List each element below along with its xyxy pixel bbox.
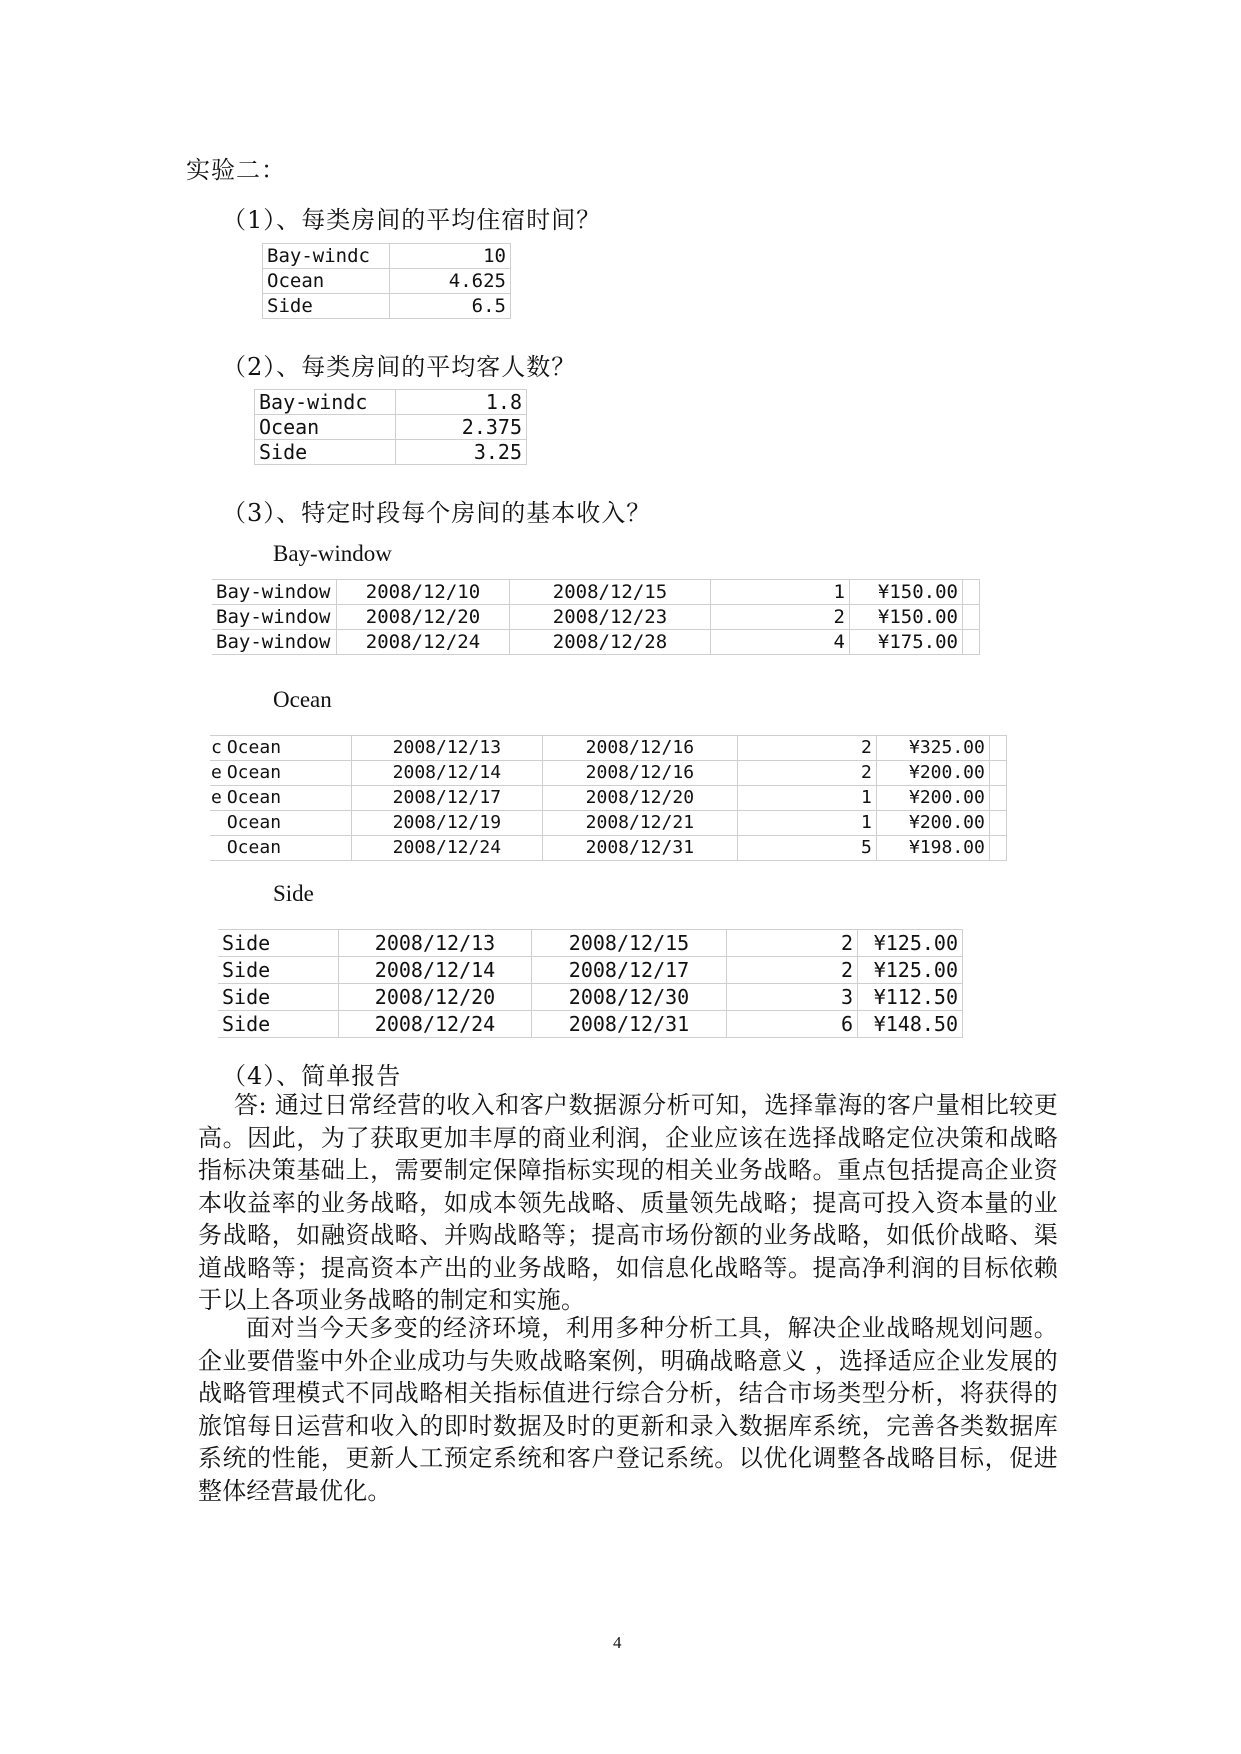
checkout-date-cell: 2008/12/21 xyxy=(542,811,737,836)
checkin-date-cell: 2008/12/17 xyxy=(351,786,542,811)
avg-stay-cell: 6.5 xyxy=(390,294,511,319)
table-row xyxy=(210,736,1006,761)
rate-cell: ¥112.50 xyxy=(858,984,963,1011)
guests-cell: 1 xyxy=(737,786,876,811)
room-type-cell: Bay-window xyxy=(212,605,337,630)
side-revenue-table xyxy=(218,929,963,1038)
checkin-date-cell: 2008/12/20 xyxy=(339,984,532,1011)
side-label: Side xyxy=(273,881,314,906)
avg-guests-table xyxy=(254,389,527,465)
table-row xyxy=(212,605,980,630)
checkout-date-cell: 2008/12/20 xyxy=(542,786,737,811)
ocean-revenue-table xyxy=(210,735,1007,861)
cutoff-cell: e xyxy=(210,761,223,786)
avg-guests-cell: 2.375 xyxy=(396,415,527,440)
report-paragraph-1: 答: 通过日常经营的收入和客户数据源分析可知，选择靠海的客户量相比较更高。因此，为了获取更加丰厚的商业利润，企业应该在选择战略定位决策和战略指标决策基础上，需要制定保障指标实现的相关业务战略。重点包括提高企业资本收益率的业务战略，如成本领先战略、质量领先战略；提高可投入资本量的业务战略，如融资战略、并购战略等；提高市场份额的业务战略，如低价战略、渠道战略等；提高资本产出的业务战略，如信息化战略等。提高净利润的目标依赖于以上各项业务战略的制定和实施。 xyxy=(198,1091,1058,1314)
table-row xyxy=(218,1011,963,1038)
table-row xyxy=(210,761,1006,786)
avg-stay-table xyxy=(262,243,511,319)
room-type-cell: Ocean xyxy=(255,415,396,440)
cutoff-cell: e xyxy=(210,786,223,811)
room-type-cell: Side xyxy=(218,957,339,984)
table-row xyxy=(218,984,963,1011)
room-type-cell: Side xyxy=(263,294,390,319)
checkout-date-cell: 2008/12/17 xyxy=(532,957,727,984)
baywindow-revenue-table xyxy=(212,579,980,655)
empty-cell xyxy=(989,761,1006,786)
guests-cell: 3 xyxy=(727,984,858,1011)
empty-cell xyxy=(989,736,1006,761)
table-row xyxy=(210,811,1006,836)
room-type-cell: Side xyxy=(218,1011,339,1038)
checkin-date-cell: 2008/12/10 xyxy=(337,580,510,605)
table-row xyxy=(212,630,980,655)
checkout-date-cell: 2008/12/23 xyxy=(510,605,711,630)
guests-cell: 2 xyxy=(737,736,876,761)
table-row xyxy=(218,957,963,984)
empty-cell xyxy=(989,836,1006,861)
table-row xyxy=(263,269,511,294)
room-type-cell: Side xyxy=(218,984,339,1011)
checkin-date-cell: 2008/12/13 xyxy=(351,736,542,761)
checkin-date-cell: 2008/12/13 xyxy=(339,930,532,957)
room-type-cell: Ocean xyxy=(223,736,352,761)
guests-cell: 2 xyxy=(727,957,858,984)
guests-cell: 2 xyxy=(737,761,876,786)
table-row xyxy=(263,244,511,269)
checkin-date-cell: 2008/12/24 xyxy=(339,1011,532,1038)
avg-guests-cell: 1.8 xyxy=(396,390,527,415)
rate-cell: ¥325.00 xyxy=(876,736,989,761)
ocean-label: Ocean xyxy=(273,687,332,712)
room-type-cell: Bay-window xyxy=(212,580,337,605)
empty-cell xyxy=(989,811,1006,836)
room-type-cell: Ocean xyxy=(223,811,352,836)
table-row xyxy=(263,294,511,319)
empty-cell xyxy=(963,605,980,630)
room-type-cell: Side xyxy=(218,930,339,957)
guests-cell: 2 xyxy=(711,605,850,630)
empty-cell xyxy=(963,630,980,655)
page-number: 4 xyxy=(613,1633,622,1652)
rate-cell: ¥200.00 xyxy=(876,786,989,811)
avg-guests-cell: 3.25 xyxy=(396,440,527,465)
checkout-date-cell: 2008/12/15 xyxy=(510,580,711,605)
rate-cell: ¥150.00 xyxy=(850,580,963,605)
cutoff-cell: c xyxy=(210,736,223,761)
table-row xyxy=(255,440,527,465)
checkin-date-cell: 2008/12/24 xyxy=(337,630,510,655)
checkin-date-cell: 2008/12/14 xyxy=(351,761,542,786)
empty-cell xyxy=(989,786,1006,811)
checkout-date-cell: 2008/12/16 xyxy=(542,761,737,786)
room-type-cell: Side xyxy=(255,440,396,465)
checkout-date-cell: 2008/12/16 xyxy=(542,736,737,761)
guests-cell: 6 xyxy=(727,1011,858,1038)
checkout-date-cell: 2008/12/30 xyxy=(532,984,727,1011)
avg-stay-cell: 10 xyxy=(390,244,511,269)
room-type-cell: Bay-windc xyxy=(255,390,396,415)
table-row xyxy=(218,930,963,957)
room-type-cell: Ocean xyxy=(223,836,352,861)
checkin-date-cell: 2008/12/14 xyxy=(339,957,532,984)
report-paragraph-2: 面对当今天多变的经济环境，利用多种分析工具，解决企业战略规划问题。企业要借鉴中外企业成功与失败战略案例，明确战略意义 ，选择适应企业发展的战略管理模式不同战略相关指标值进行综合分析，结合市场类型分析，将获得的旅馆每日运营和收入的即时数据及时的更新和录入数据库系统，完善各类数据库系统的性能，更新人工预定系统和客户登记系统。以优化调整各战略目标，促进整体经营最优化。 xyxy=(198,1314,1058,1505)
table-row xyxy=(210,836,1006,861)
section-title: 实验二： xyxy=(186,156,286,184)
table-row xyxy=(255,390,527,415)
guests-cell: 4 xyxy=(711,630,850,655)
rate-cell: ¥125.00 xyxy=(858,957,963,984)
room-type-cell: Bay-windc xyxy=(263,244,390,269)
rate-cell: ¥125.00 xyxy=(858,930,963,957)
room-type-cell: Ocean xyxy=(223,761,352,786)
table-row xyxy=(212,580,980,605)
guests-cell: 5 xyxy=(737,836,876,861)
avg-stay-cell: 4.625 xyxy=(390,269,511,294)
cutoff-cell xyxy=(210,836,223,861)
guests-cell: 1 xyxy=(737,811,876,836)
guests-cell: 1 xyxy=(711,580,850,605)
rate-cell: ¥200.00 xyxy=(876,811,989,836)
checkin-date-cell: 2008/12/20 xyxy=(337,605,510,630)
checkout-date-cell: 2008/12/15 xyxy=(532,930,727,957)
checkin-date-cell: 2008/12/24 xyxy=(351,836,542,861)
guests-cell: 2 xyxy=(727,930,858,957)
question-1-heading: （1）、每类房间的平均住宿时间？ xyxy=(222,206,602,234)
baywindow-label: Bay-window xyxy=(273,541,392,566)
question-3-heading: （3）、特定时段每个房间的基本收入？ xyxy=(222,499,652,527)
rate-cell: ¥200.00 xyxy=(876,761,989,786)
cutoff-cell xyxy=(210,811,223,836)
rate-cell: ¥150.00 xyxy=(850,605,963,630)
rate-cell: ¥198.00 xyxy=(876,836,989,861)
room-type-cell: Bay-window xyxy=(212,630,337,655)
empty-cell xyxy=(963,580,980,605)
rate-cell: ¥148.50 xyxy=(858,1011,963,1038)
checkout-date-cell: 2008/12/31 xyxy=(532,1011,727,1038)
question-4-heading: （4）、简单报告 xyxy=(222,1062,402,1090)
table-row xyxy=(210,786,1006,811)
room-type-cell: Ocean xyxy=(223,786,352,811)
checkout-date-cell: 2008/12/28 xyxy=(510,630,711,655)
question-2-heading: （2）、每类房间的平均客人数？ xyxy=(222,353,577,381)
room-type-cell: Ocean xyxy=(263,269,390,294)
checkin-date-cell: 2008/12/19 xyxy=(351,811,542,836)
rate-cell: ¥175.00 xyxy=(850,630,963,655)
table-row xyxy=(255,415,527,440)
checkout-date-cell: 2008/12/31 xyxy=(542,836,737,861)
